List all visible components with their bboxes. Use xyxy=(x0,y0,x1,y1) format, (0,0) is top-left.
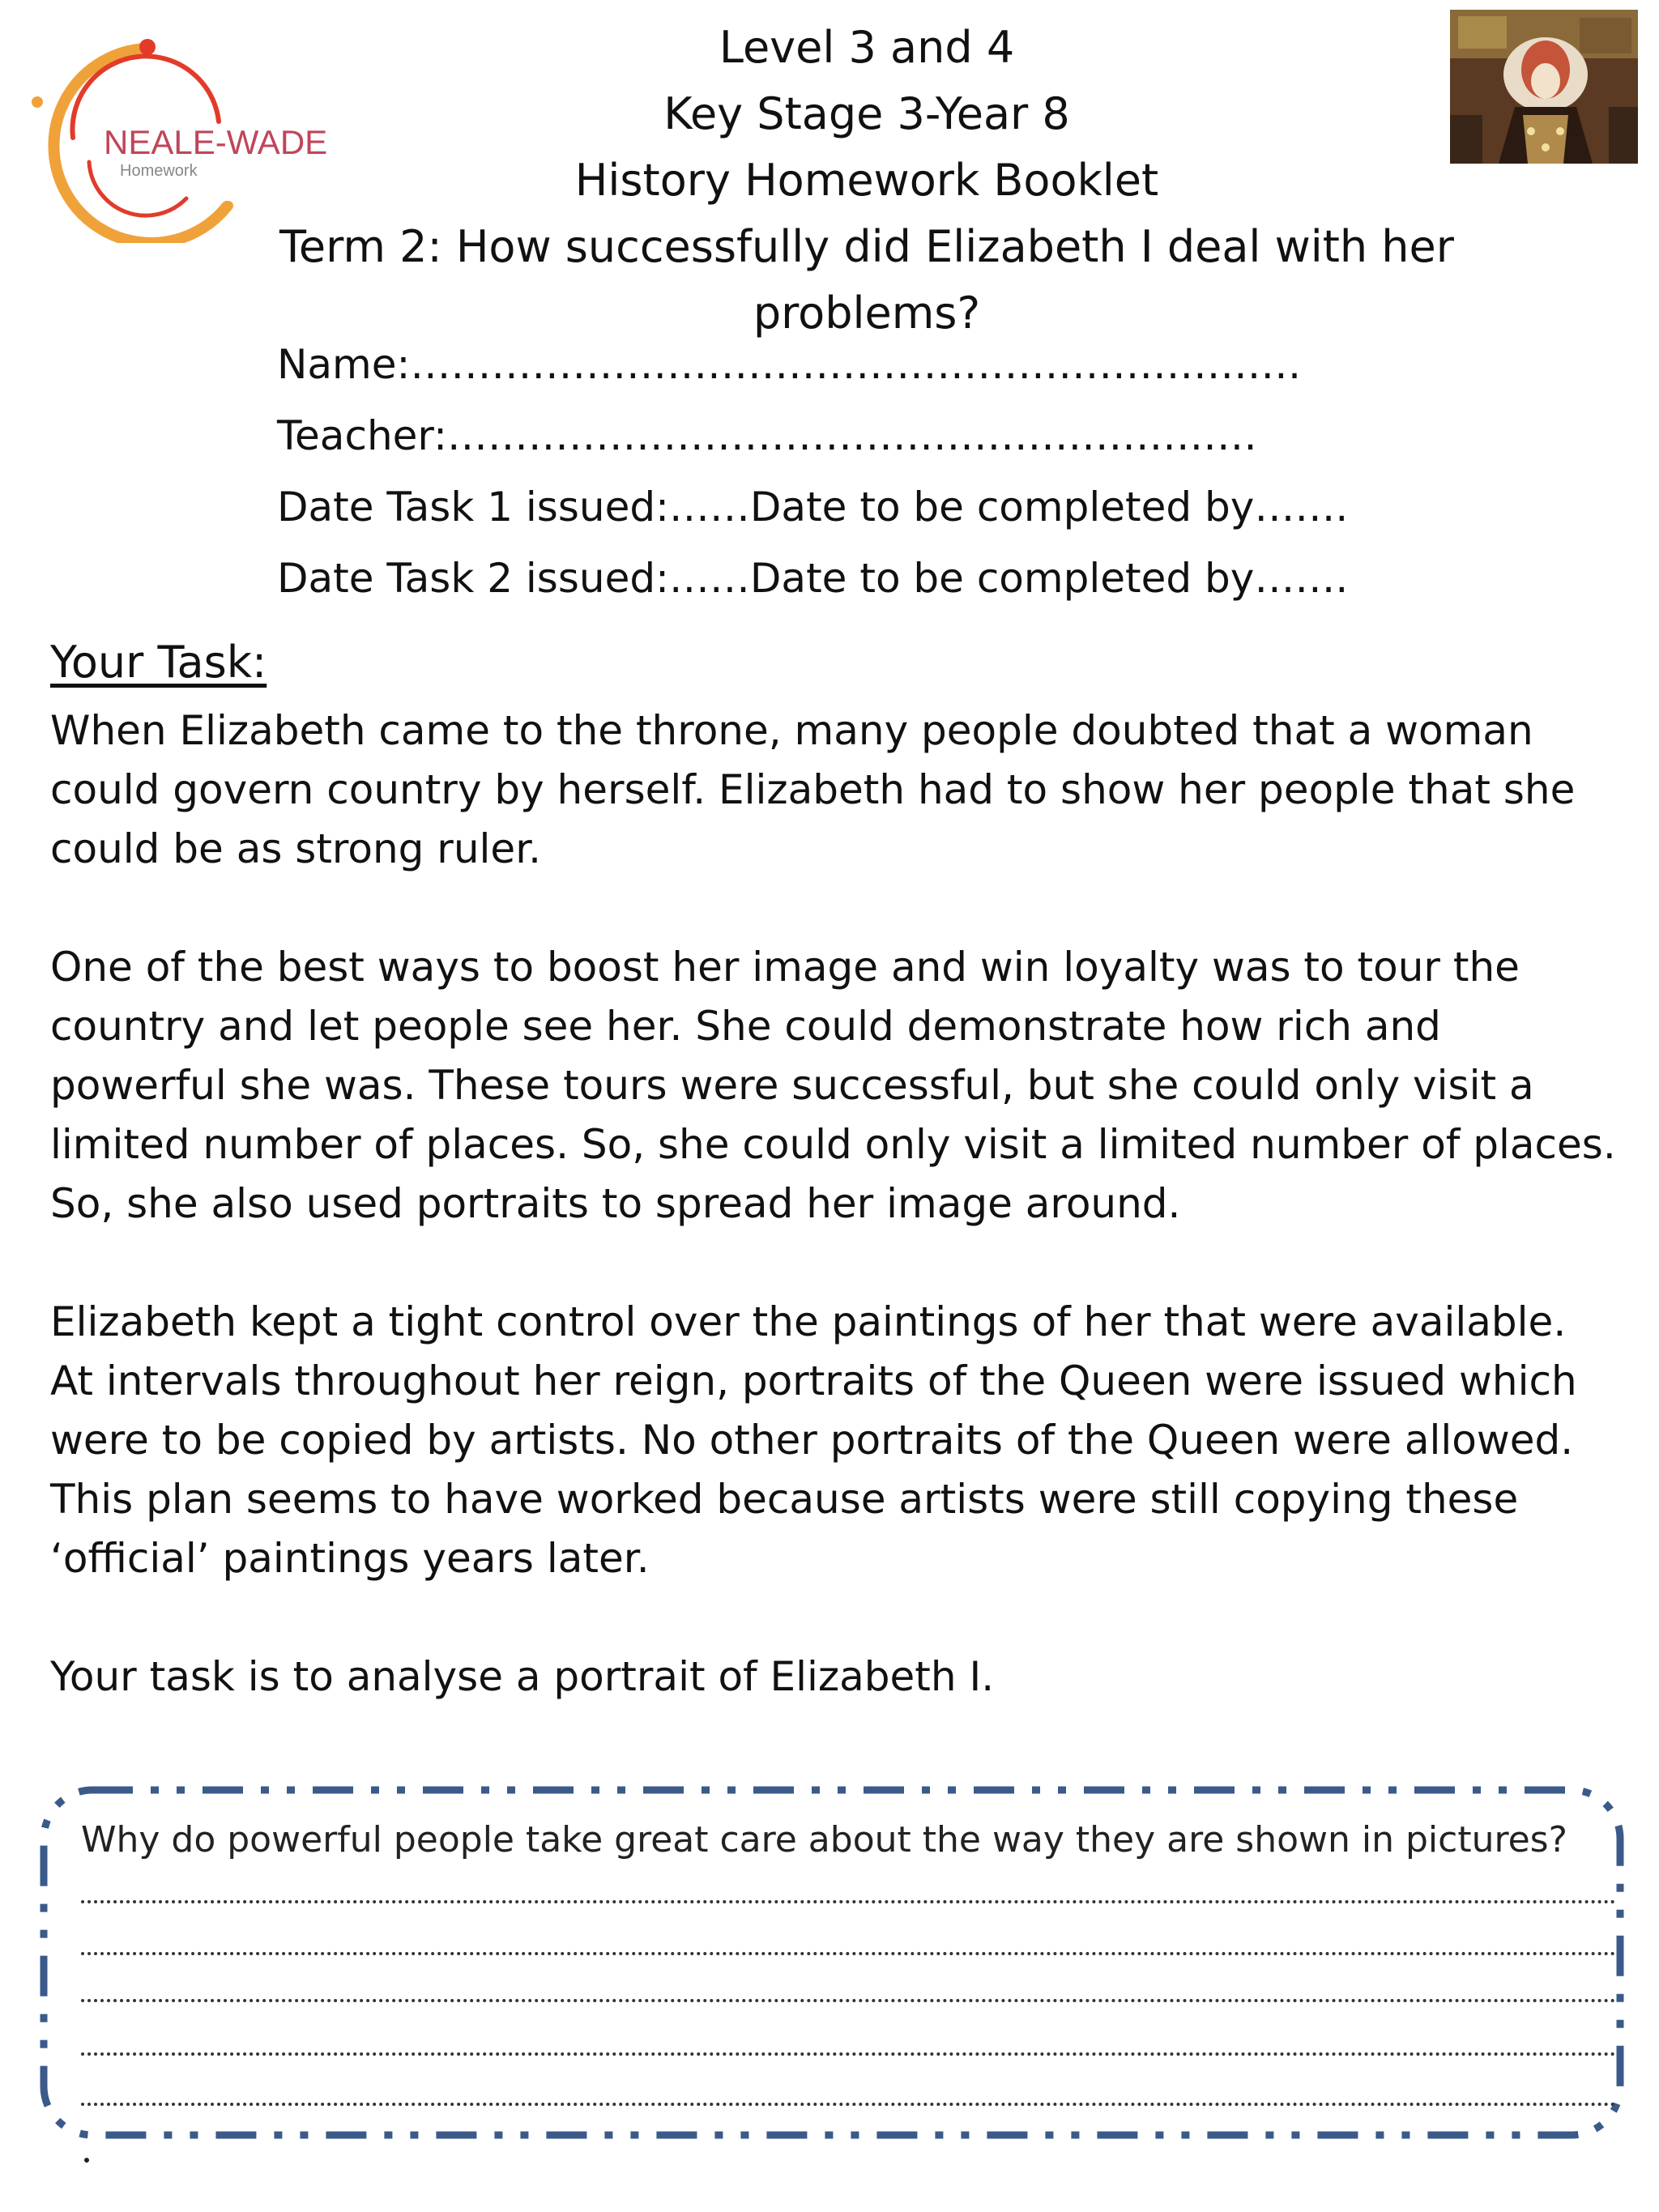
answer-line[interactable] xyxy=(81,2052,1616,2056)
question-text: Why do powerful people take great care about the way they are shown in pictures? xyxy=(81,1819,1567,1860)
teacher-field[interactable]: Teacher:…………………………………………………… xyxy=(277,412,1257,459)
stray-dot xyxy=(84,2158,89,2163)
task-heading: Your Task: xyxy=(50,637,267,688)
term-title: Term 2: How successfully did Elizabeth I deal with her problems? xyxy=(279,221,1454,339)
student-info-fields xyxy=(277,329,1348,614)
name-field[interactable]: Name:………………………………………………………… xyxy=(277,341,1302,388)
booklet-title: History Homework Booklet xyxy=(574,155,1159,206)
answer-line[interactable] xyxy=(81,2103,1616,2106)
answer-line[interactable] xyxy=(81,1900,1616,1903)
answer-line[interactable] xyxy=(81,1999,1616,2002)
task2-dates-field[interactable]: Date Task 2 issued:……Date to be completed by……. xyxy=(277,555,1349,602)
paragraph-3: Elizabeth kept a tight control over the paintings of her that were available. At intervals throughout her reign, portraits of the Queen were issued which were to be copied by artists. No other portraits of the Queen were allowed. This plan seems to have worked because artists were still copying these ‘official’ paintings years later. xyxy=(50,1298,1577,1582)
level-title: Level 3 and 4 xyxy=(719,22,1015,73)
logo-name: NEALE-WADE xyxy=(104,123,328,161)
paragraph-4: Your task is to analyse a portrait of Elizabeth I. xyxy=(50,1653,995,1700)
paragraph-1: When Elizabeth came to the throne, many people doubted that a woman could govern country by herself. Elizabeth had to show her people that she could be as strong ruler. xyxy=(50,707,1576,872)
paragraph-2: One of the best ways to boost her image and win loyalty was to tour the country and let people see her. She could demonstrate how rich and powerful she was. These tours were successful, but she could only visit a limited number of places. So, she could only visit a limited number of places. So, she also used portraits to spread her image around. xyxy=(50,944,1616,1227)
booklet-header xyxy=(203,15,1531,347)
answer-line[interactable] xyxy=(81,1952,1616,1955)
question-box xyxy=(39,1782,1627,2145)
task1-dates-field[interactable]: Date Task 1 issued:……Date to be completed by……. xyxy=(277,484,1349,531)
key-stage-title: Key Stage 3-Year 8 xyxy=(663,88,1070,139)
logo-subtitle: Homework xyxy=(120,162,198,180)
task-text xyxy=(50,701,1622,1766)
